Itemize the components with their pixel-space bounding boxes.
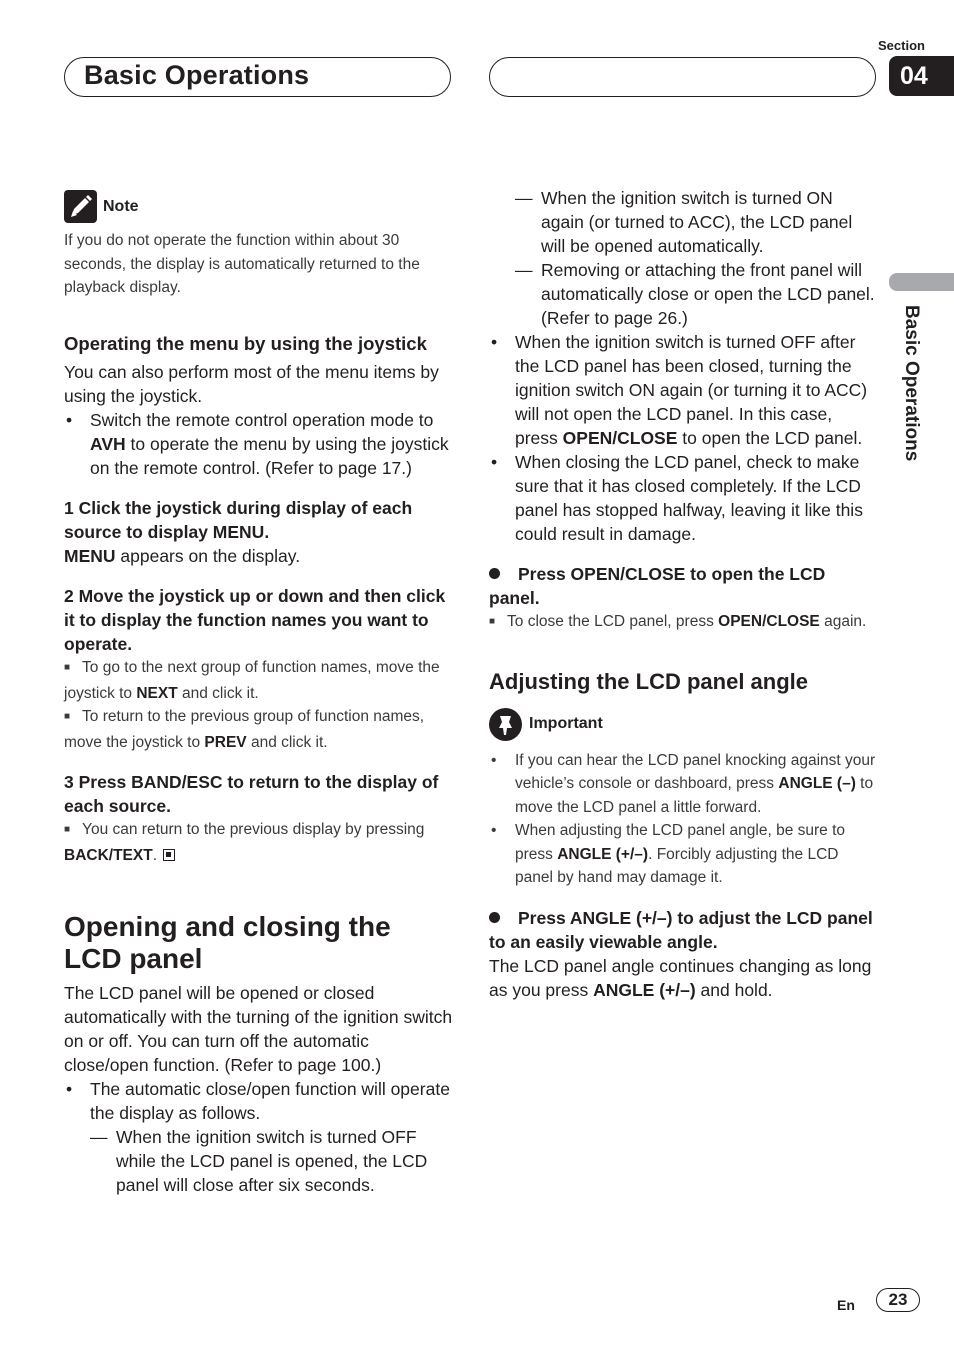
side-tab-marker xyxy=(889,273,954,291)
angle-heading: Adjusting the LCD panel angle xyxy=(489,668,809,694)
open-close-step: Press OPEN/CLOSE to open the LCD panel. xyxy=(489,564,826,608)
step-dot-icon xyxy=(489,912,500,923)
step-2-item-next: ■ To go to the next group of function names, move the joystick to NEXT and click it. xyxy=(64,656,454,705)
right-column xyxy=(489,186,879,1002)
joystick-bullet: • Switch the remote control operation mode to AVH to operate the menu by using the joystick on the remote control. (Refer to page 17.) xyxy=(64,408,454,480)
lcd-intro: The LCD panel will be opened or closed automatically with the turning of the ignition switch on or off. You can turn off the automatic close/open function. (Refer to page 100.) xyxy=(64,983,453,1075)
page-number: 23 xyxy=(876,1288,920,1312)
step-1-title: 1 Click the joystick during display of each source to display MENU. xyxy=(64,498,413,542)
lcd-dash-3: — Removing or attaching the front panel will automatically close or open the LCD panel. (Refer to page 26.) xyxy=(489,258,879,330)
important-icon xyxy=(489,708,522,741)
header-blank-frame xyxy=(489,57,876,97)
important-label: Important xyxy=(529,715,603,732)
angle-step: Press ANGLE (+/–) to adjust the LCD panel to an easily viewable angle. xyxy=(489,907,873,952)
step-3-title: 3 Press BAND/ESC to return to the display of each source. xyxy=(64,772,439,816)
important-item-1: • If you can hear the LCD panel knocking against your vehicle’s console or dashboard, press ANGLE (–) to move the LCD panel a little forward. xyxy=(489,749,879,820)
step-2-item-prev: ■ To return to the previous group of function names, move the joystick to PREV and click it. xyxy=(64,705,454,754)
left-column xyxy=(64,190,454,1197)
end-mark-icon xyxy=(163,849,175,861)
note-header xyxy=(64,190,454,223)
important-item-2: • When adjusting the LCD panel angle, be sure to press ANGLE (+/–). Forcibly adjusting the LCD panel by hand may damage it. xyxy=(489,819,879,890)
open-close-item: ■ To close the LCD panel, press OPEN/CLOSE again. xyxy=(489,610,879,636)
step-3-item: ■ You can return to the previous display by pressing BACK/TEXT. xyxy=(64,818,454,867)
page-header-title: Basic Operations xyxy=(84,60,310,90)
pencil-icon xyxy=(64,190,97,223)
step-dot-icon xyxy=(489,568,500,579)
angle-text: The LCD panel angle continues changing as long as you press ANGLE (+/–) and hold. xyxy=(489,955,872,1000)
section-number-badge: 04 xyxy=(889,56,954,96)
joystick-intro: You can also perform most of the menu items by using the joystick. xyxy=(64,362,439,406)
lcd-bullet-3: • When closing the LCD panel, check to make sure that it has closed completely. If the LCD panel has stopped halfway, leaving it like this could result in damage. xyxy=(489,450,879,546)
lcd-bullet: • The automatic close/open function will operate the display as follows. xyxy=(64,1077,454,1125)
note-text: If you do not operate the function within about 30 seconds, the display is automatically returned to the playback display. xyxy=(64,232,420,296)
language-label: En xyxy=(837,1297,855,1313)
lcd-dash-1: — When the ignition switch is turned OFF while the LCD panel is opened, the LCD panel will close after six seconds. xyxy=(64,1125,454,1197)
step-2-title: 2 Move the joystick up or down and then click it to display the function names you want to operate. xyxy=(64,586,446,654)
joystick-heading: Operating the menu by using the joystick xyxy=(64,332,427,354)
section-label: Section xyxy=(878,38,925,53)
lcd-heading: Opening and closing the LCD panel xyxy=(64,911,391,974)
step-1-text: MENU appears on the display. xyxy=(64,546,301,566)
lcd-bullet-2: • When the ignition switch is turned OFF after the LCD panel has been closed, turning the ignition switch ON again (or turning it to ACC) will not open the LCD panel. In this case, press OPEN/CLOSE to open the LCD panel. xyxy=(489,330,879,450)
note-label: Note xyxy=(103,197,139,215)
lcd-dash-2: — When the ignition switch is turned ON again (or turned to ACC), the LCD panel will be opened automatically. xyxy=(489,186,879,258)
important-header xyxy=(489,708,879,741)
side-tab-label: Basic Operations xyxy=(901,305,922,462)
